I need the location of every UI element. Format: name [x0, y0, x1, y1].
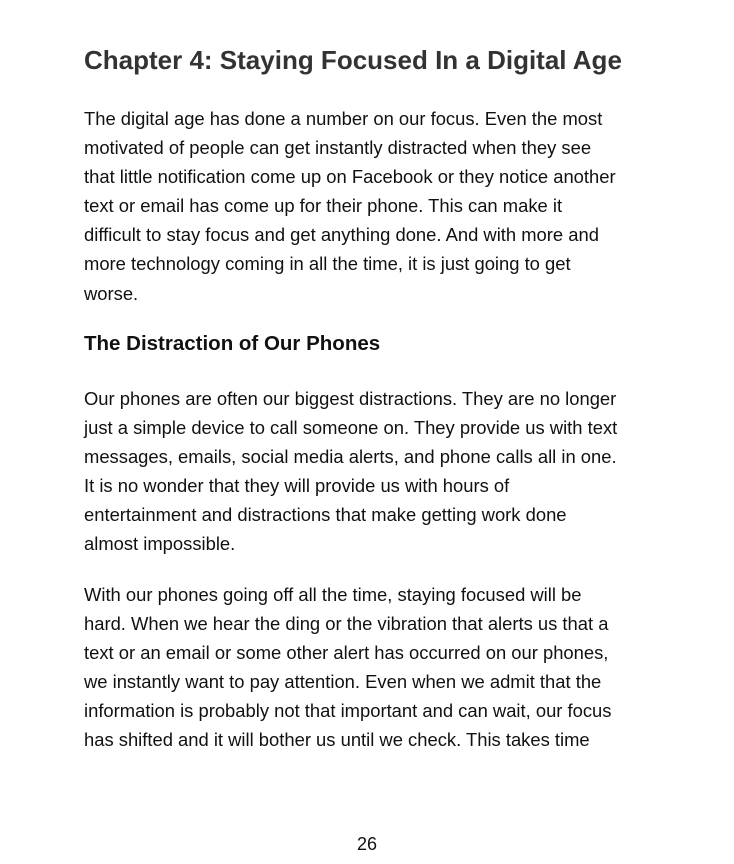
paragraph-line: With our phones going off all the time, staying focused will be	[84, 584, 582, 605]
paragraph-line: we instantly want to pay attention. Even when we admit that the	[84, 671, 602, 693]
paragraph-line: difficult to stay focus and get anything done. And with more and	[84, 224, 599, 246]
paragraph-line: text or email has come up for their phone. This can make it	[84, 195, 563, 217]
paragraph-line: motivated of people can get instantly distracted when they see	[84, 137, 592, 159]
paragraph-line: messages, emails, social media alerts, and phone calls all in one.	[84, 446, 617, 468]
paragraph-line: Our phones are often our biggest distractions. They are no longer	[84, 388, 617, 409]
paragraph-line: more technology coming in all the time, it is just going to get	[84, 253, 571, 275]
paragraph-line: that little notification come up on Facebook or they notice another	[84, 166, 616, 188]
paragraph-line: information is probably not that important and can wait, our focus	[84, 700, 612, 722]
section-paragraph-2	[84, 580, 654, 755]
paragraph-line: has shifted and it will bother us until we check. This takes time	[84, 729, 590, 751]
chapter-title: Chapter 4: Staying Focused In a Digital Age	[84, 45, 622, 75]
intro-paragraph	[84, 104, 654, 308]
paragraph-line: just a simple device to call someone on. They provide us with text	[84, 417, 618, 439]
paragraph-line: text or an email or some other alert has occurred on our phones,	[84, 642, 609, 664]
paragraph-line: It is no wonder that they will provide us with hours of	[84, 475, 510, 497]
section-heading: The Distraction of Our Phones	[84, 332, 381, 355]
paragraph-line: almost impossible.	[84, 533, 236, 555]
paragraph-line: The digital age has done a number on our focus. Even the most	[84, 108, 603, 129]
page-number: 26	[356, 834, 378, 854]
paragraph-line: entertainment and distractions that make getting work done	[84, 504, 567, 526]
section-paragraph-1	[84, 384, 654, 559]
paragraph-line: worse.	[84, 282, 139, 304]
paragraph-line: hard. When we hear the ding or the vibration that alerts us that a	[84, 613, 609, 635]
